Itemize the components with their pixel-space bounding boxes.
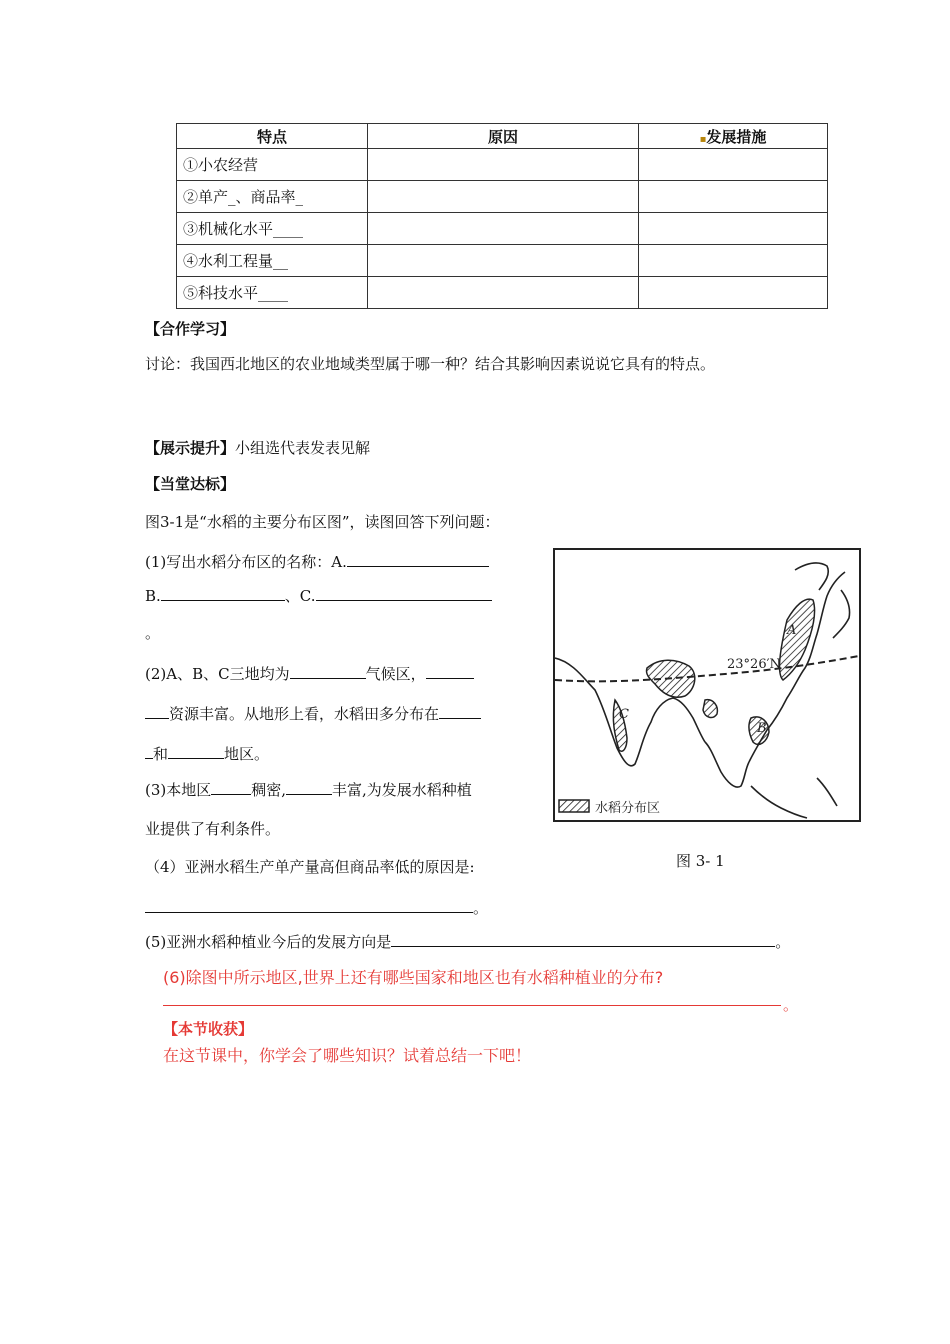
rice-area-a <box>780 599 815 680</box>
question-1-end: 。 <box>145 624 161 642</box>
question-6-end: 。 <box>783 996 799 1014</box>
rice-distribution-map <box>553 548 861 822</box>
question-1b: B. 、C. <box>145 584 492 606</box>
table-row <box>177 245 828 277</box>
answer-blank-climate[interactable] <box>290 662 366 679</box>
question-4: （4）亚洲水稻生产单产量高但商品率低的原因是: <box>145 858 475 876</box>
label-a: A <box>787 623 797 638</box>
test-intro: 图3-1是“水稻的主要分布区图”，读图回答下列问题： <box>145 513 500 531</box>
answer-blank-reason[interactable] <box>145 896 473 913</box>
question-5: (5)亚洲水稻种植业今后的发展方向是 。 <box>145 930 790 952</box>
feature-cell: ⑤科技水平____ <box>177 277 368 309</box>
show-text: 小组选代表发表见解 <box>235 439 371 457</box>
question-2c: 和 地区。 <box>145 742 269 764</box>
question-3b: 业提供了有利条件。 <box>145 820 281 838</box>
latitude-label: 23°26′N <box>727 657 781 672</box>
show-title: 【展示提升】 <box>145 439 236 457</box>
reason-cell[interactable] <box>368 181 639 213</box>
test-title: 【当堂达标】 <box>145 475 236 493</box>
question-2b: 资源丰富。从地形上看，水稻田多分布在 <box>145 702 481 724</box>
question-2a: (2)A、B、C三地均为 气候区， <box>145 662 474 684</box>
coop-title: 【合作学习】 <box>145 320 236 338</box>
answer-blank-resource[interactable] <box>426 662 474 679</box>
reason-cell[interactable] <box>368 277 639 309</box>
measure-cell[interactable] <box>639 213 828 245</box>
question-1a: (1)写出水稻分布区的名称：A. <box>145 550 489 572</box>
question-4-answer: 。 <box>145 896 488 918</box>
reason-cell[interactable] <box>368 245 639 277</box>
legend-swatch <box>559 800 589 812</box>
coop-text: 讨论：我国西北地区的农业地域类型属于哪一种？结合其影响因素说说它具有的特点。 <box>145 355 716 373</box>
feature-cell: ②单产_、商品率_ <box>177 181 368 213</box>
tropic-of-cancer-line <box>555 656 859 681</box>
feature-cell: ④水利工程量__ <box>177 245 368 277</box>
feature-table <box>176 123 828 309</box>
gain-text: 在这节课中，你学会了哪些知识？试着总结一下吧！ <box>163 1046 532 1065</box>
reason-cell[interactable] <box>368 213 639 245</box>
answer-blank-direction[interactable] <box>391 930 775 947</box>
label-c: C <box>619 707 629 722</box>
table-row <box>177 213 828 245</box>
feature-cell: ③机械化水平____ <box>177 213 368 245</box>
gain-title: 【本节收获】 <box>163 1020 254 1038</box>
measure-cell[interactable] <box>639 277 828 309</box>
header-feature: 特点 <box>177 124 368 149</box>
answer-blank-a[interactable] <box>347 550 489 567</box>
answer-blank-terrain-1[interactable] <box>439 702 481 719</box>
answer-blank-population[interactable] <box>211 778 251 795</box>
reason-cell[interactable] <box>368 149 639 181</box>
answer-blank-resource-cont[interactable] <box>145 702 169 719</box>
label-b: B <box>757 721 767 736</box>
rice-area-bangladesh <box>703 700 717 718</box>
table-row <box>177 277 828 309</box>
answer-blank-terrain-2[interactable] <box>168 742 224 759</box>
table-row <box>177 149 828 181</box>
show-line <box>145 437 370 458</box>
measure-cell[interactable] <box>639 245 828 277</box>
table-row <box>177 181 828 213</box>
answer-blank-terrain-1-cont[interactable] <box>145 742 153 759</box>
answer-line-red[interactable] <box>163 1005 781 1006</box>
header-measure: ▪发展措施 <box>639 124 828 149</box>
measure-cell[interactable] <box>639 181 828 213</box>
answer-blank-labor[interactable] <box>286 778 332 795</box>
map-drawing <box>555 550 859 820</box>
measure-cell[interactable] <box>639 149 828 181</box>
feature-cell: ①小农经营 <box>177 149 368 181</box>
header-reason: 原因 <box>368 124 639 149</box>
question-6: (6)除图中所示地区,世界上还有哪些国家和地区也有水稻种植业的分布? <box>163 968 664 987</box>
legend-label: 水稻分布区 <box>595 801 661 816</box>
answer-blank-b[interactable] <box>161 584 285 601</box>
answer-blank-c[interactable] <box>316 584 492 601</box>
question-3a: (3)本地区 稠密, 丰富,为发展水稻种植 <box>145 778 472 800</box>
map-caption: 图 3- 1 <box>676 852 725 870</box>
